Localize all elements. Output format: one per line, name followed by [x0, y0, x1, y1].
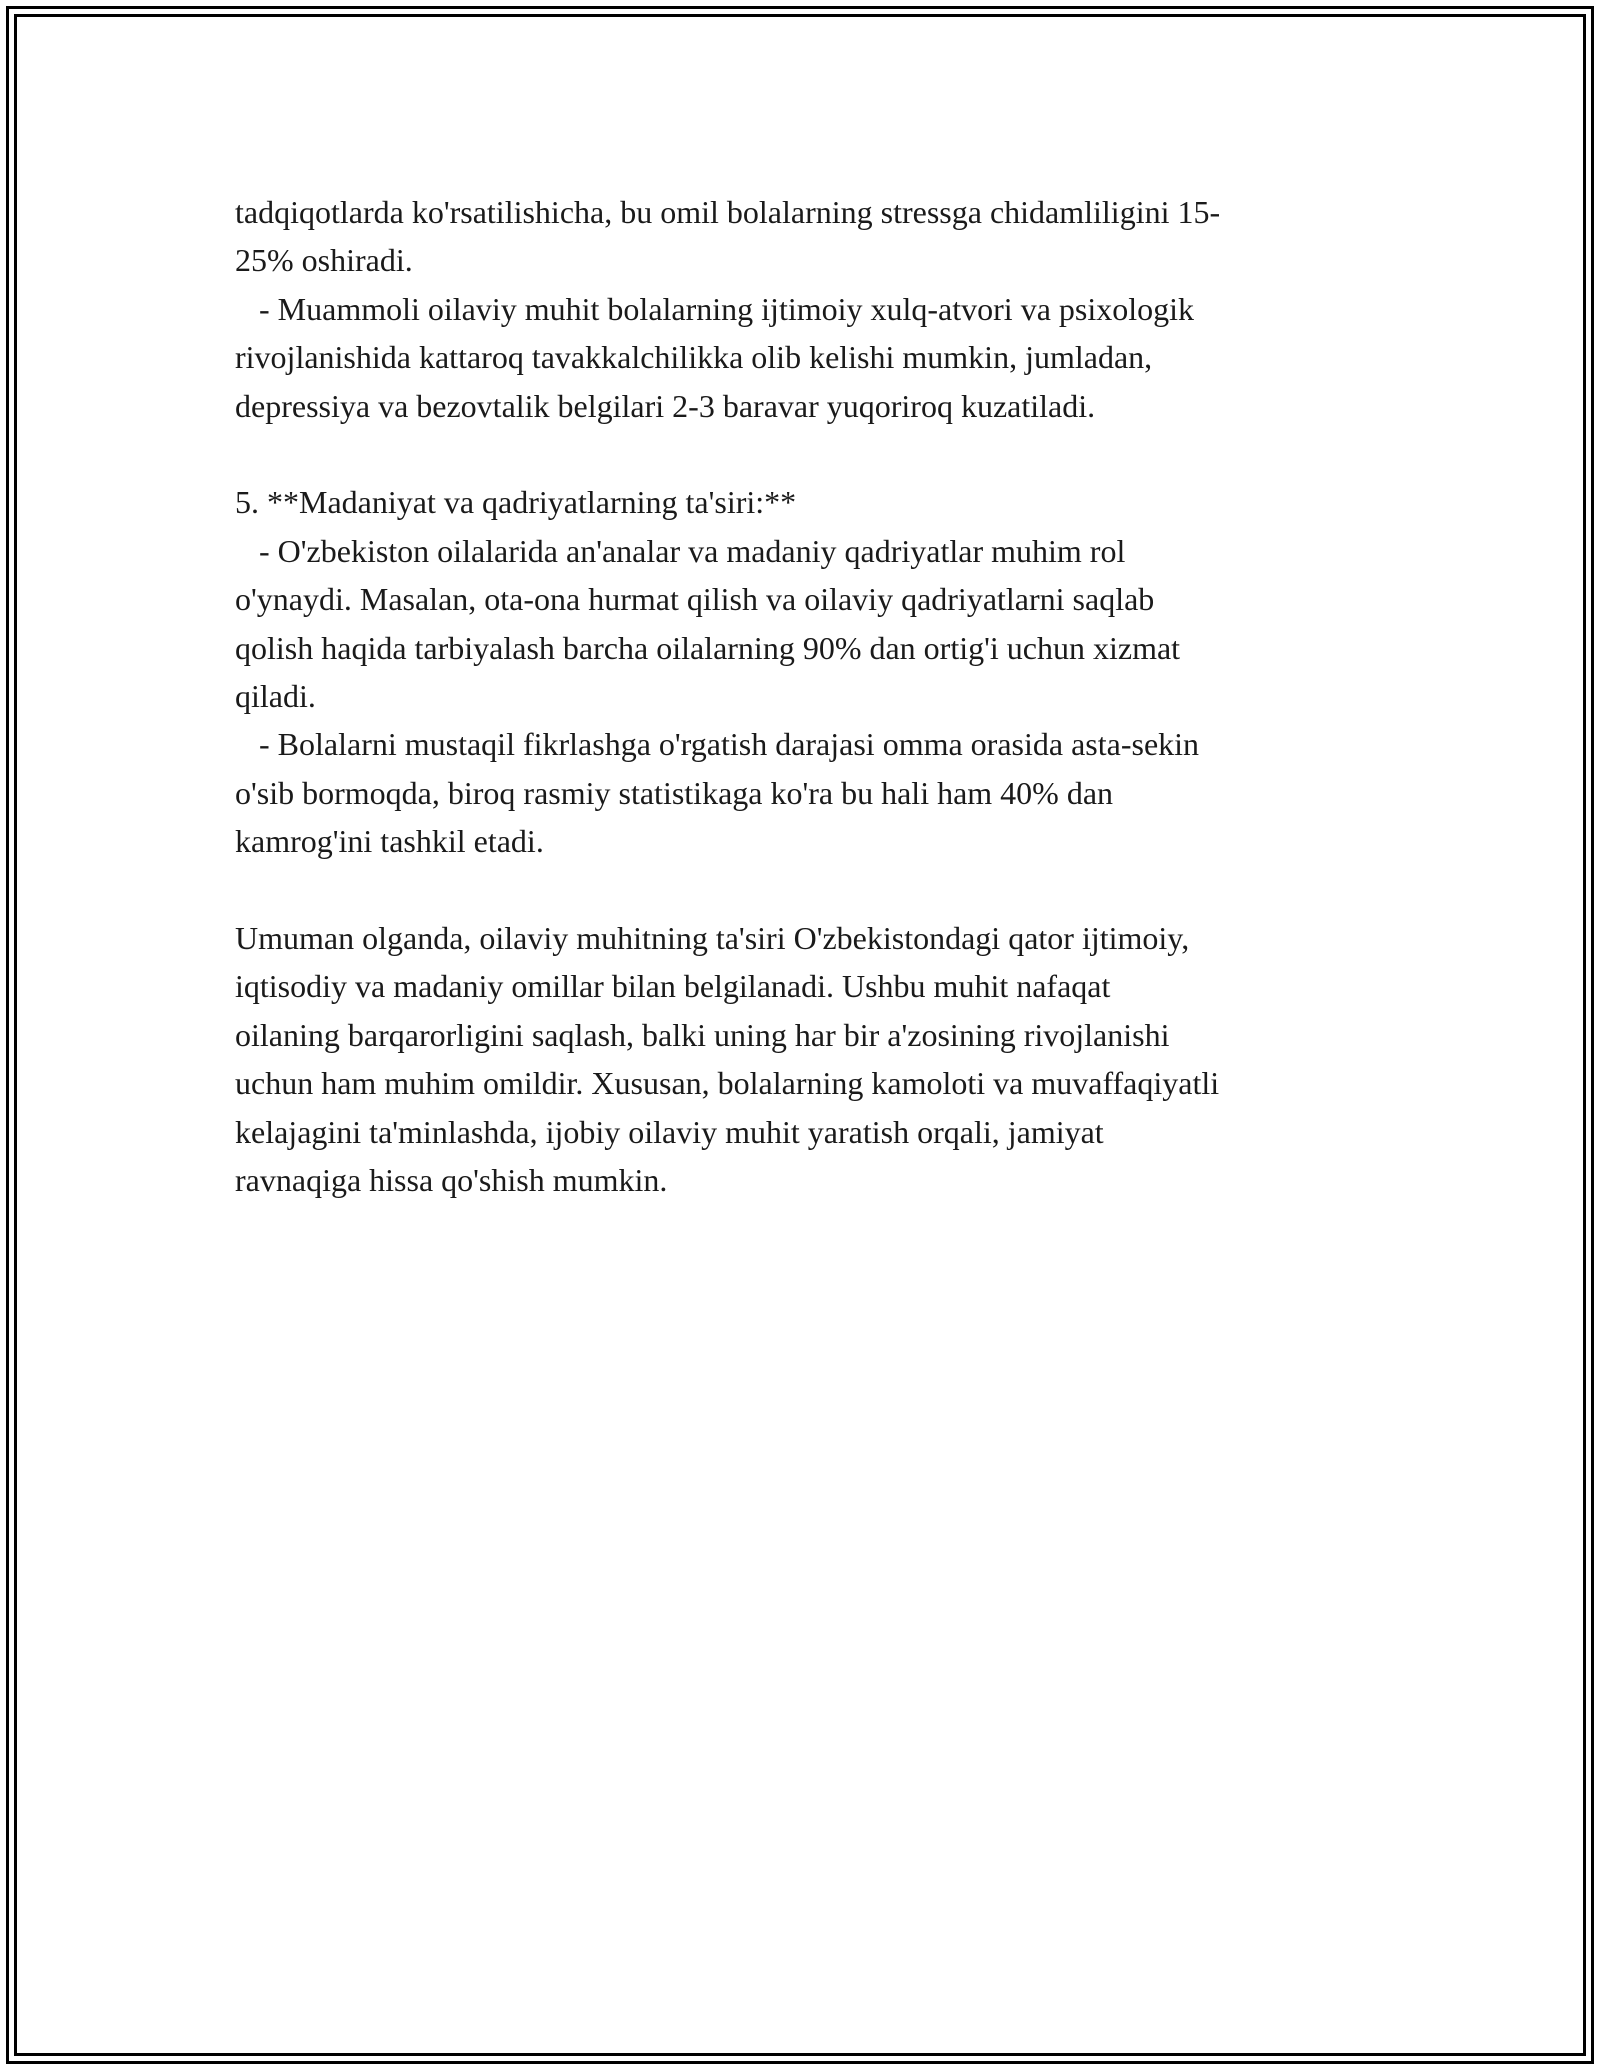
- text-line: Umuman olganda, oilaviy muhitning ta'siri O'zbekistondagi qator ijtimoiy,: [235, 920, 1190, 957]
- paragraph-conclusion: [235, 914, 1375, 1204]
- text-line: - Muammoli oilaviy muhit bolalarning ijtimoiy xulq-atvori va psixologik: [235, 290, 1195, 327]
- text-line: kelajagini ta'minlashda, ijobiy oilaviy muhit yaratish orqali, jamiyat: [235, 1113, 1104, 1150]
- text-line: kamrog'ini tashkil etadi.: [235, 823, 544, 860]
- text-line: oilaning barqarorligini saqlash, balki uning har bir a'zosining rivojlanishi: [235, 1016, 1170, 1053]
- text-line: qolish haqida tarbiyalash barcha oilalarning 90% dan ortig'i uchun xizmat: [235, 629, 1181, 666]
- text-line: ravnaqiga hissa qo'shish mumkin.: [235, 1162, 668, 1199]
- text-line: o'ynaydi. Masalan, ota-ona hurmat qilish va oilaviy qadriyatlarni saqlab: [235, 581, 1155, 618]
- text-line: depressiya va bezovtalik belgilari 2-3 baravar yuqoriroq kuzatiladi.: [235, 387, 1096, 424]
- text-line: qiladi.: [235, 678, 316, 715]
- text-line: tadqiqotlarda ko'rsatilishicha, bu omil bolalarning stressga chidamliligini 15-: [235, 194, 1221, 230]
- paragraph-continuation: [235, 188, 1375, 430]
- text-line: uchun ham muhim omildir. Xususan, bolalarning kamoloti va muvaffaqiyatli: [235, 1065, 1220, 1102]
- text-line: o'sib bormoqda, biroq rasmiy statistikaga ko'ra bu hali ham 40% dan: [235, 774, 1114, 811]
- document-body: [235, 188, 1375, 1205]
- text-line: - Bolalarni mustaqil fikrlashga o'rgatish darajasi omma orasida asta-sekin: [235, 726, 1200, 763]
- section-heading: 5. **Madaniyat va qadriyatlarning ta'siri:**: [235, 484, 797, 521]
- paragraph-gap: [235, 866, 1375, 914]
- section-culture-values: [235, 478, 1375, 865]
- text-line: rivojlanishida kattaroq tavakkalchilikka olib kelishi mumkin, jumladan,: [235, 339, 1153, 376]
- text-line: 25% oshiradi.: [235, 242, 413, 279]
- paragraph-gap: [235, 430, 1375, 478]
- text-line: iqtisodiy va madaniy omillar bilan belgilanadi. Ushbu muhit nafaqat: [235, 968, 1111, 1005]
- text-line: - O'zbekiston oilalarida an'analar va madaniy qadriyatlar muhim rol: [235, 532, 1126, 569]
